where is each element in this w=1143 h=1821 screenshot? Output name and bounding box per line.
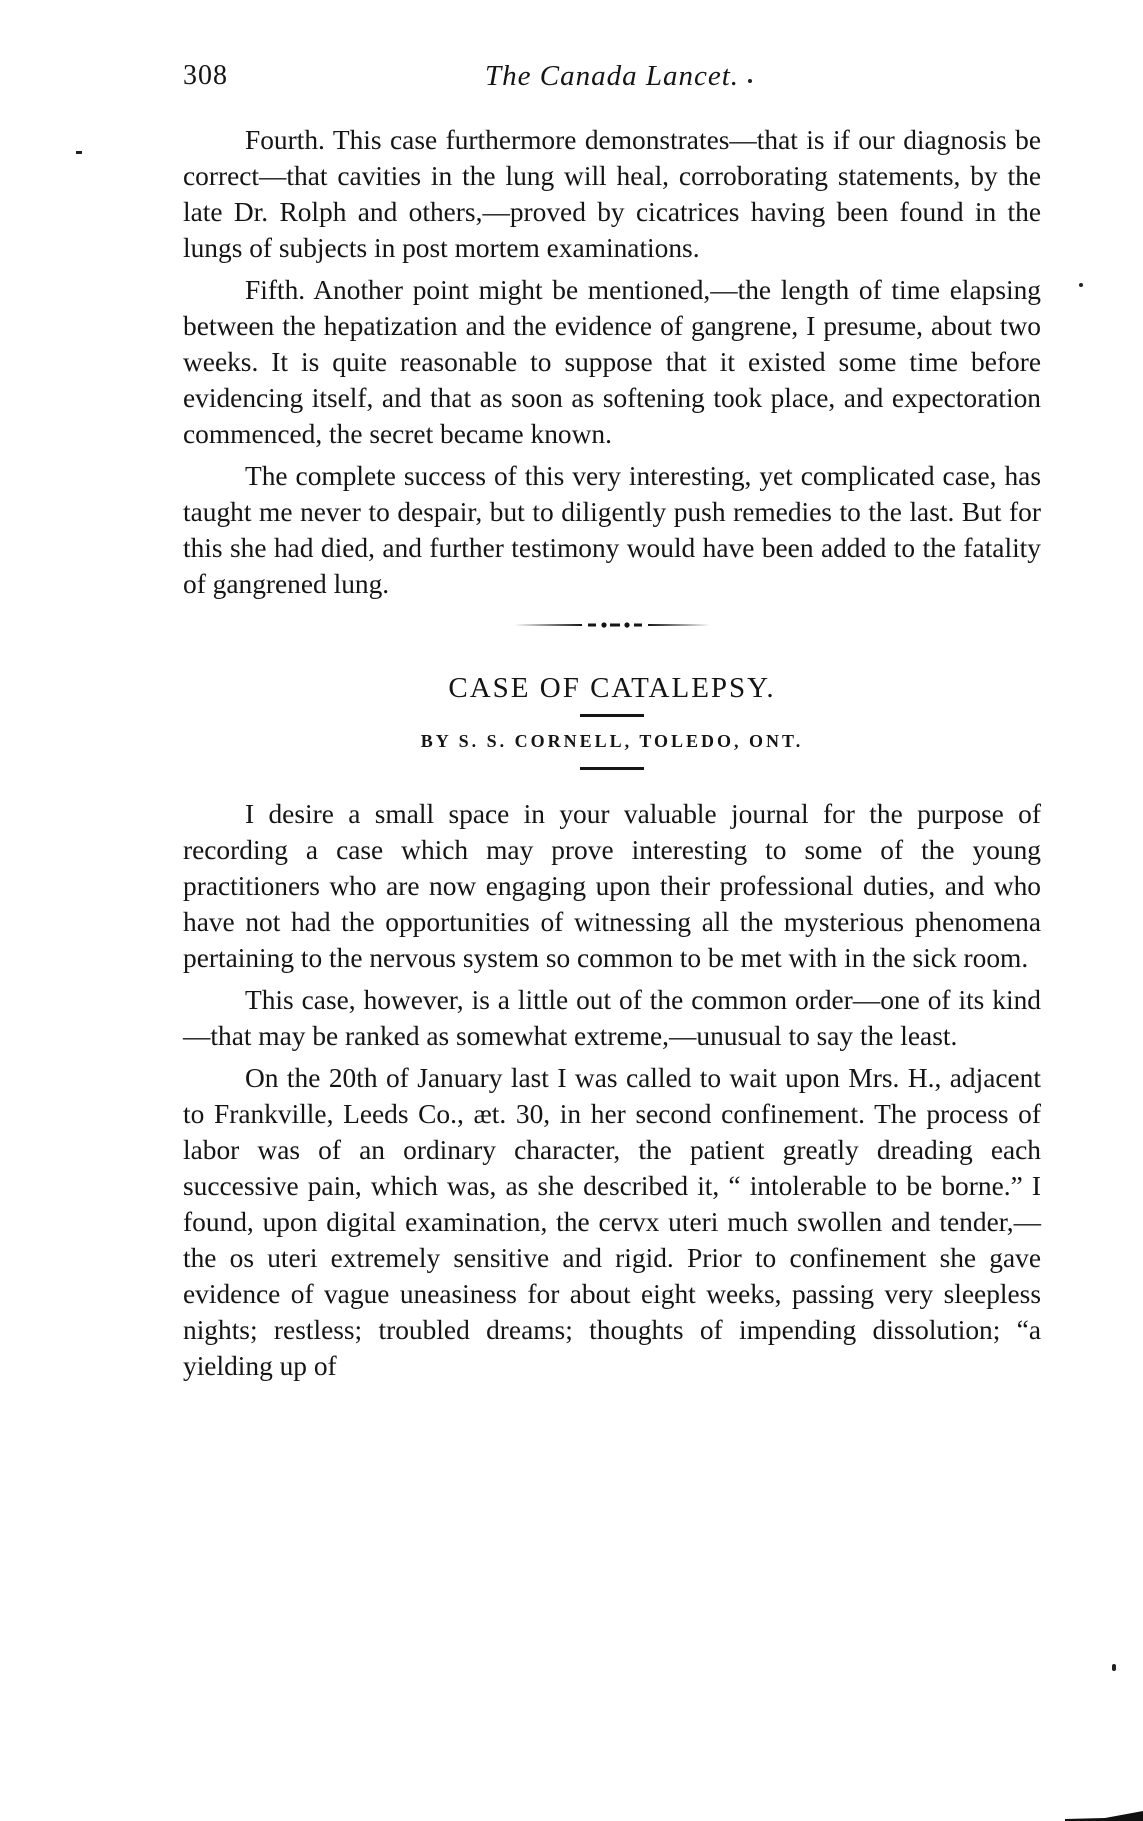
page-number: 308 (183, 60, 228, 91)
margin-speck-top (748, 79, 752, 83)
title-rule (580, 714, 644, 717)
paragraph-fifth: Fifth. Another point might be mentioned,—the length of time elapsing between the hepatization and the evidence of gangrene, I presume, about two weeks. It is quite reasonable to suppose that it existed some time before evidencing itself, and that as soon as softening took place, and expectoration commenced, the secret became known. (183, 275, 1041, 449)
paragraph-case-order: This case, however, is a little out of the common order—one of its kind—that may be ranked as somewhat extreme,—unusual to say the least. (183, 985, 1041, 1051)
ornament-rule-icon (512, 620, 712, 630)
previous-article-conclusion (183, 122, 1041, 602)
journal-title: The Canada Lancet. (484, 60, 740, 92)
paragraph-fourth: Fourth. This case furthermore demonstrates—that is if our diagnosis be correct—that cavities in the lung will heal, corroborating statements, by the late Dr. Rolph and others,—proved by cicatrices having been found in the lungs of subjects in post mortem examinations. (183, 125, 1041, 263)
byline-rule (580, 767, 644, 770)
margin-speck-right (1079, 283, 1083, 287)
article-byline: BY S. S. CORNELL, TOLEDO, ONT. (420, 731, 804, 751)
paragraph-conclusion: The complete success of this very interesting, yet complicated case, has taught me never to despair, but to diligently push remedies to the last. But for this she had died, and further testimony would have been added to the fatality of gangrened lung. (183, 461, 1041, 599)
scan-edge-mark-icon (1065, 1809, 1143, 1821)
article-body (183, 796, 1041, 1384)
paragraph-case-history: On the 20th of January last I was called to wait upon Mrs. H., adjacent to Frankville, Leeds Co., æt. 30, in her second confinement. The process of labor was of an ordinary character, the patient greatly dreading each successive pain, which was, as she described it, “ intolerable to be borne.” I found, upon digital examination, the cervx uteri much swollen and tender,—the os uteri extremely sensitive and rigid. Prior to confinement she gave evidence of vague uneasiness for about eight weeks, passing very sleepless nights; restless; troubled dreams; thoughts of impending dissolution; “a yielding up of (183, 1063, 1041, 1381)
article-header (183, 670, 1041, 770)
section-divider-ornament (512, 620, 712, 630)
running-head (183, 50, 1041, 94)
page (183, 50, 1041, 1390)
margin-speck-left (76, 151, 82, 154)
paragraph-intro: I desire a small space in your valuable journal for the purpose of recording a case which may prove interesting to some of the young practitioners who are now engaging upon their professional duties, and who have not had the opportunities of witnessing all the mysterious phenomena pertaining to the nervous system so common to be met with in the sick room. (183, 799, 1041, 973)
article-title: CASE OF CATALEPSY. (448, 672, 776, 704)
margin-speck-lower (1112, 1664, 1116, 1671)
